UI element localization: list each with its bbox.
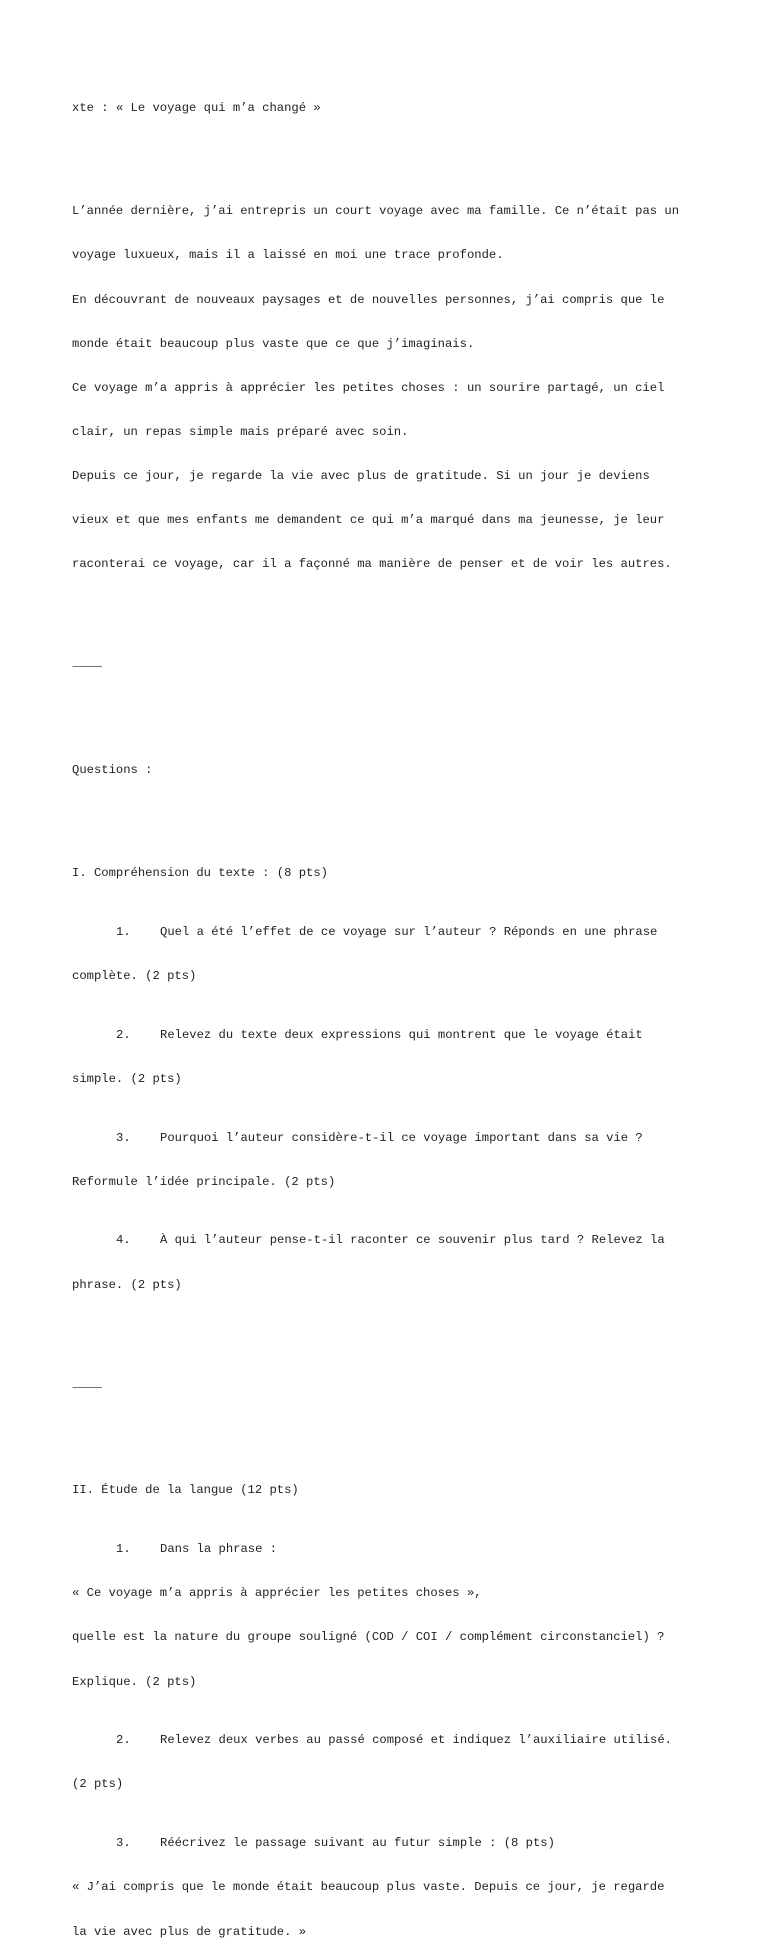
question-continuation: phrase. (2 pts): [72, 1277, 182, 1292]
paragraph-line: Ce voyage m’a appris à apprécier les petites choses : un sourire partagé, un ciel: [72, 380, 665, 395]
blank-line: [72, 1336, 702, 1351]
question-item: [72, 1028, 702, 1043]
paragraph-line: raconterai ce voyage, car il a façonné ma manière de penser et de voir les autres.: [72, 557, 672, 572]
question-number: 3.: [116, 1130, 131, 1145]
question-item: [72, 1836, 702, 1851]
paragraph-line: En découvrant de nouveaux paysages et de nouvelles personnes, j’ai compris que le: [72, 292, 665, 307]
paragraph-line: monde était beaucoup plus vaste que ce que j’imaginais.: [72, 336, 475, 351]
question-continuation: (2 pts): [72, 1777, 124, 1792]
question-item: [72, 1542, 702, 1557]
paragraph-line: L’année dernière, j’ai entrepris un court voyage avec ma famille. Ce n’était pas un: [72, 204, 680, 219]
question-continuation: complète. (2 pts): [72, 968, 197, 983]
question-number: 3.: [116, 1836, 131, 1851]
question-number: 1.: [116, 924, 131, 939]
question-continuation: la vie avec plus de gratitude. »: [72, 1924, 307, 1939]
blank-line: [72, 1425, 702, 1440]
section1-heading: I. Compréhension du texte : (8 pts): [72, 865, 328, 880]
question-continuation: « J’ai compris que le monde était beaucoup plus vaste. Depuis ce jour, je regarde: [72, 1880, 665, 1895]
paragraph-line: vieux et que mes enfants me demandent ce qui m’a marqué dans ma jeunesse, je leur: [72, 513, 665, 528]
question-continuation: Reformule l’idée principale. (2 pts): [72, 1174, 336, 1189]
blank-line: [72, 704, 702, 719]
question-continuation: quelle est la nature du groupe souligné (COD / COI / complément circonstanciel) ?: [72, 1630, 665, 1645]
question-text: À qui l’auteur pense-t-il raconter ce souvenir plus tard ? Relevez la: [160, 1233, 665, 1248]
blank-line: [72, 146, 702, 161]
blank-line: [72, 616, 702, 631]
question-text: Quel a été l’effet de ce voyage sur l’auteur ? Réponds en une phrase: [160, 924, 658, 939]
paragraph-line: Depuis ce jour, je regarde la vie avec plus de gratitude. Si un jour je deviens: [72, 468, 650, 483]
document-body: [72, 72, 702, 1954]
question-item: [72, 1233, 702, 1248]
question-text: Relevez du texte deux expressions qui montrent que le voyage était: [160, 1027, 643, 1042]
question-item: [72, 1733, 702, 1748]
section2-heading: II. Étude de la langue (12 pts): [72, 1483, 299, 1498]
section-separator: ⸻: [72, 1380, 103, 1395]
question-text: Relevez deux verbes au passé composé et indiquez l’auxiliaire utilisé.: [160, 1733, 672, 1748]
section-separator: ⸻: [72, 660, 103, 675]
question-text: Dans la phrase :: [160, 1542, 278, 1557]
questions-heading: Questions :: [72, 763, 153, 777]
paragraph-line: voyage luxueux, mais il a laissé en moi une trace profonde.: [72, 248, 504, 263]
question-continuation: « Ce voyage m’a appris à apprécier les petites choses »,: [72, 1586, 482, 1601]
question-continuation: Explique. (2 pts): [72, 1674, 197, 1689]
paragraph-line: clair, un repas simple mais préparé avec soin.: [72, 424, 409, 439]
question-text: Pourquoi l’auteur considère-t-il ce voyage important dans sa vie ?: [160, 1130, 643, 1145]
question-item: [72, 1131, 702, 1146]
question-text: Réécrivez le passage suivant au futur simple : (8 pts): [160, 1836, 555, 1851]
question-number: 2.: [116, 1027, 131, 1042]
question-continuation: simple. (2 pts): [72, 1071, 182, 1086]
question-number: 4.: [116, 1233, 131, 1248]
blank-line: [72, 807, 702, 822]
question-number: 2.: [116, 1733, 131, 1748]
question-number: 1.: [116, 1542, 131, 1557]
text-title: xte : « Le voyage qui m’a changé »: [72, 101, 321, 116]
question-item: [72, 925, 702, 940]
